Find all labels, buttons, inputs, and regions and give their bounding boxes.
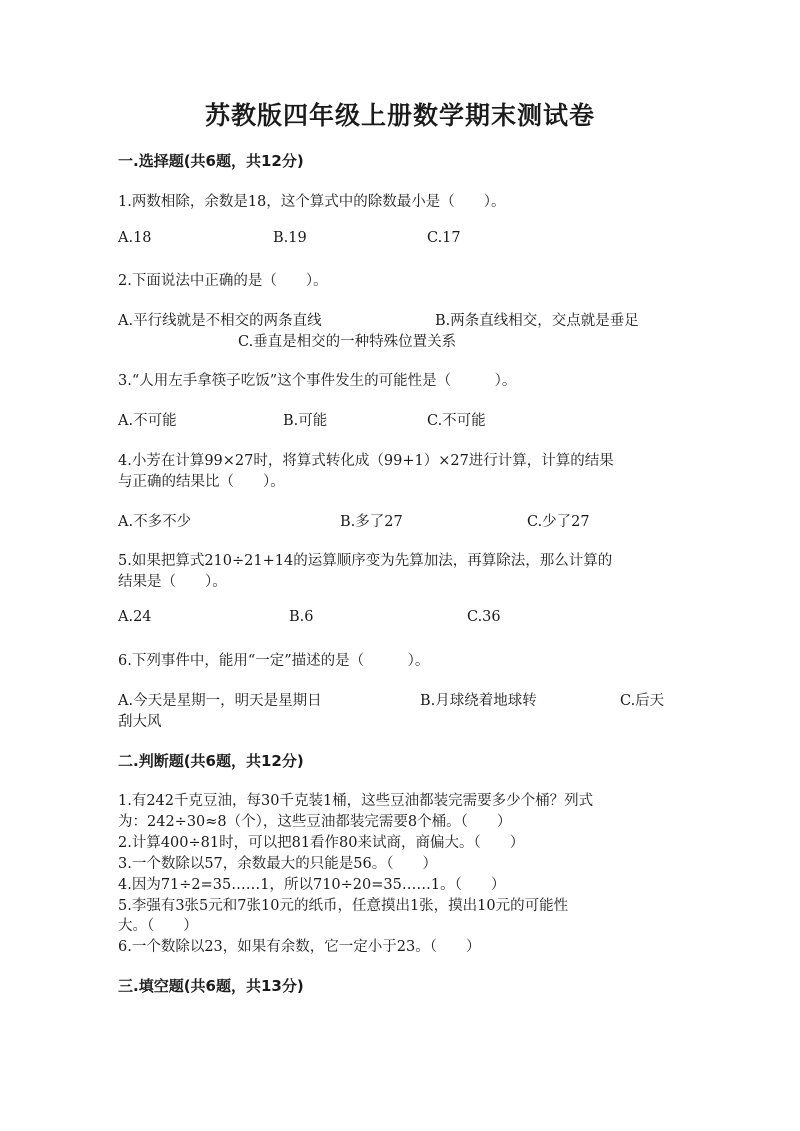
judge-line: 6.一个数除以23，如果有余数，它一定小于23。（ ） [118, 939, 481, 955]
page-title: 苏教版四年级上册数学期末测试卷 [204, 101, 595, 130]
question-text: 6.下列事件中，能用“一定”描述的是（ ）。 [118, 653, 430, 669]
option-a: A.24 [118, 609, 152, 625]
option-c: C.36 [467, 609, 501, 625]
question-text: 3.“人用左手拿筷子吃饭”这个事件发生的可能性是（ ）。 [118, 373, 517, 389]
question-text: 结果是（ ）。 [118, 574, 227, 590]
option-b: B.6 [289, 609, 314, 625]
question-text: 与正确的结果比（ ）。 [118, 474, 285, 490]
option-c: C.后天 [620, 693, 665, 709]
section-heading-fill: 三.填空题(共6题，共13分) [118, 977, 304, 995]
option-c: C.少了27 [527, 514, 590, 530]
judge-line: 5.李强有3张5元和7张10元的纸币，任意摸出1张，摸出10元的可能性 [118, 898, 569, 914]
section-heading-judge: 二.判断题(共6题，共12分) [118, 752, 304, 770]
option-c-continued: 刮大风 [118, 714, 162, 730]
option-b: B.19 [273, 230, 307, 246]
option-a: A.平行线就是不相交的两条直线 [118, 313, 322, 329]
question-text: 2.下面说法中正确的是（ ）。 [118, 273, 328, 289]
option-a: A.不可能 [118, 413, 177, 429]
option-b: B.月球绕着地球转 [420, 693, 537, 709]
option-b: B.两条直线相交，交点就是垂足 [435, 313, 639, 329]
question-text: 1.两数相除，余数是18，这个算式中的除数最小是（ ）。 [118, 194, 506, 210]
judge-line: 2.计算400÷81时，可以把81看作80来试商，商偏大。（ ） [118, 835, 525, 851]
option-a: A.今天是星期一，明天是星期日 [118, 693, 322, 709]
judge-line: 1.有242千克豆油，每30千克装1桶，这些豆油都装完需要多少个桶？列式 [118, 793, 594, 809]
option-b: B.可能 [283, 413, 328, 429]
option-c: C.垂直是相交的一种特殊位置关系 [238, 334, 457, 350]
option-c: C.17 [427, 230, 461, 246]
option-a: A.不多不少 [118, 514, 192, 530]
judge-line: 4.因为71÷2=35……1，所以710÷20=35……1。（ ） [118, 877, 506, 893]
judge-line: 为：242÷30≈8（个），这些豆油都装完需要8个桶。（ ） [118, 814, 512, 830]
judge-line: 大。（ ） [118, 918, 198, 934]
question-text: 4.小芳在计算99×27时，将算式转化成（99+1）×27进行计算，计算的结果 [118, 453, 614, 469]
question-text: 5.如果把算式210÷21+14的运算顺序变为先算加法，再算除法，那么计算的 [118, 553, 613, 569]
option-c: C.不可能 [427, 413, 486, 429]
judge-line: 3.一个数除以57，余数最大的只能是56。（ ） [118, 856, 437, 872]
option-a: A.18 [118, 230, 152, 246]
section-heading-choice: 一.选择题(共6题，共12分) [118, 152, 304, 170]
option-b: B.多了27 [340, 514, 403, 530]
